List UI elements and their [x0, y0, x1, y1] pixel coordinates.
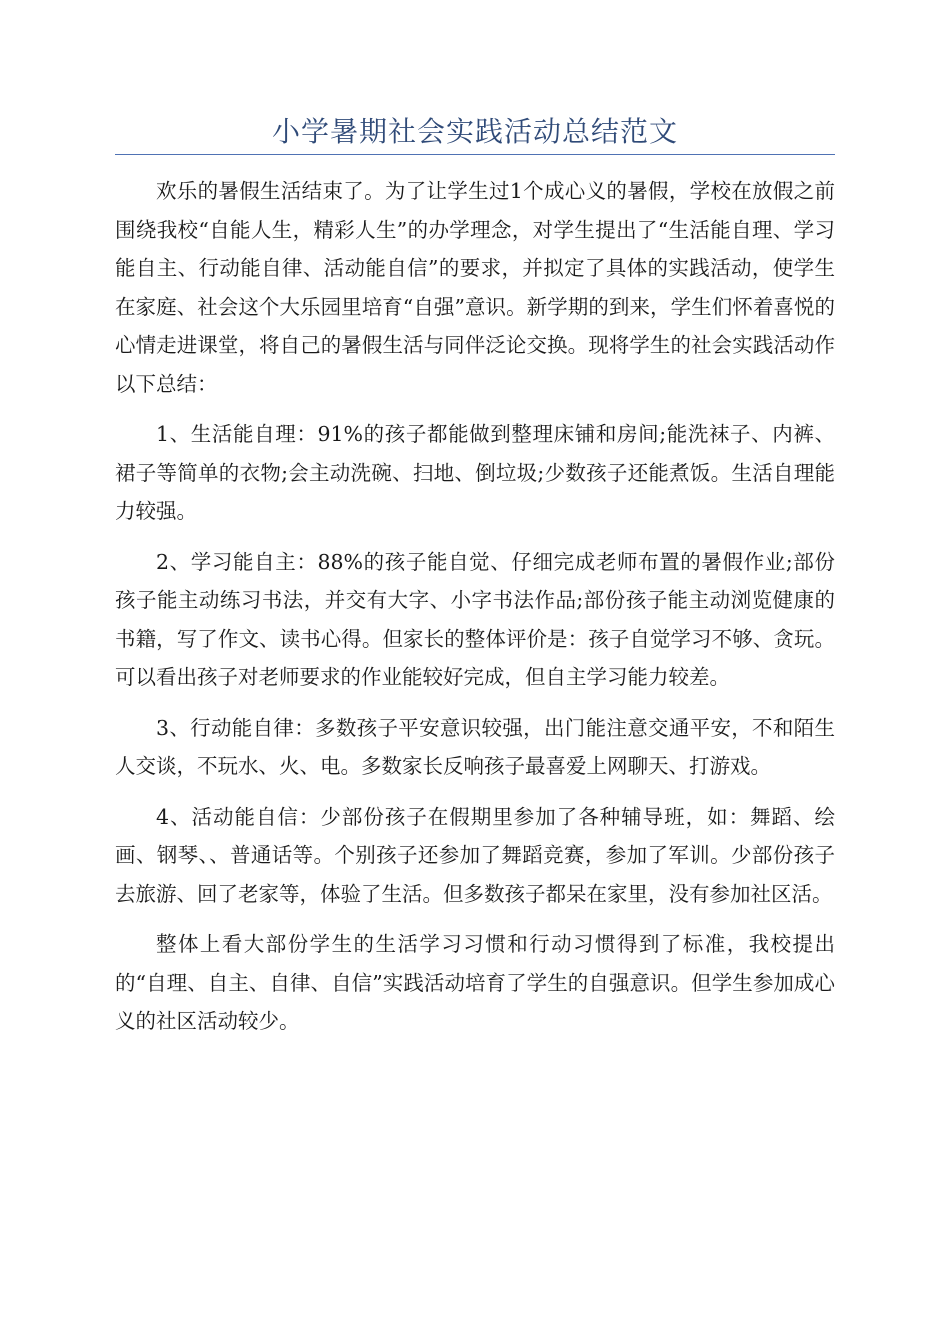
paragraph-intro: 欢乐的暑假生活结束了。为了让学生过1个成心义的暑假，学校在放假之前围绕我校“自能人生，精彩人生”的办学理念，对学生提出了“生活能自理、学习能自主、行动能自律、活动能自信”的要求，并拟定了具体的实践活动，使学生在家庭、社会这个大乐园里培育“自强”意识。新学期的到来，学生们怀着喜悦的心情走进课堂，将自己的暑假生活与同伴泛论交换。现将学生的社会实践活动作以下总结： [115, 179, 835, 396]
document-title: 小学暑期社会实践活动总结范文 [271, 115, 678, 148]
paragraph-conclusion: 整体上看大部份学生的生活学习习惯和行动习惯得到了标准，我校提出的“自理、自主、自律、自信”实践活动培育了学生的自强意识。但学生参加成心义的社区活动较少。 [115, 932, 835, 1033]
paragraph-self-confidence: 4、活动能自信：少部份孩子在假期里参加了各种辅导班，如：舞蹈、绘画、钢琴、、普通话等。个别孩子还参加了舞蹈竞赛，参加了军训。少部份孩子去旅游、回了老家等，体验了生活。但多数孩子都呆在家里，没有参加社区活。 [115, 804, 835, 906]
paragraph-self-care: 1、生活能自理：91%的孩子都能做到整理床铺和房间;能洗袜子、内裤、裙子等简单的衣物;会主动洗碗、扫地、倒垃圾;少数孩子还能煮饭。生活自理能力较强。 [115, 422, 835, 523]
paragraph-self-study: 2、学习能自主：88%的孩子能自觉、仔细完成老师布置的暑假作业;部份孩子能主动练习书法，并交有大字、小字书法作品;部份孩子能主动浏览健康的书籍，写了作文、读书心得。但家长的整体评价是：孩子自觉学习不够、贪玩。可以看出孩子对老师要求的作业能较好完成，但自主学习能力较差。 [115, 549, 835, 689]
title-underline [115, 154, 835, 155]
document-body [115, 172, 835, 1053]
paragraph-self-discipline: 3、行动能自律：多数孩子平安意识较强，出门能注意交通平安，不和陌生人交谈，不玩水、火、电。多数家长反响孩子最喜爱上网聊天、打游戏。 [115, 715, 835, 778]
